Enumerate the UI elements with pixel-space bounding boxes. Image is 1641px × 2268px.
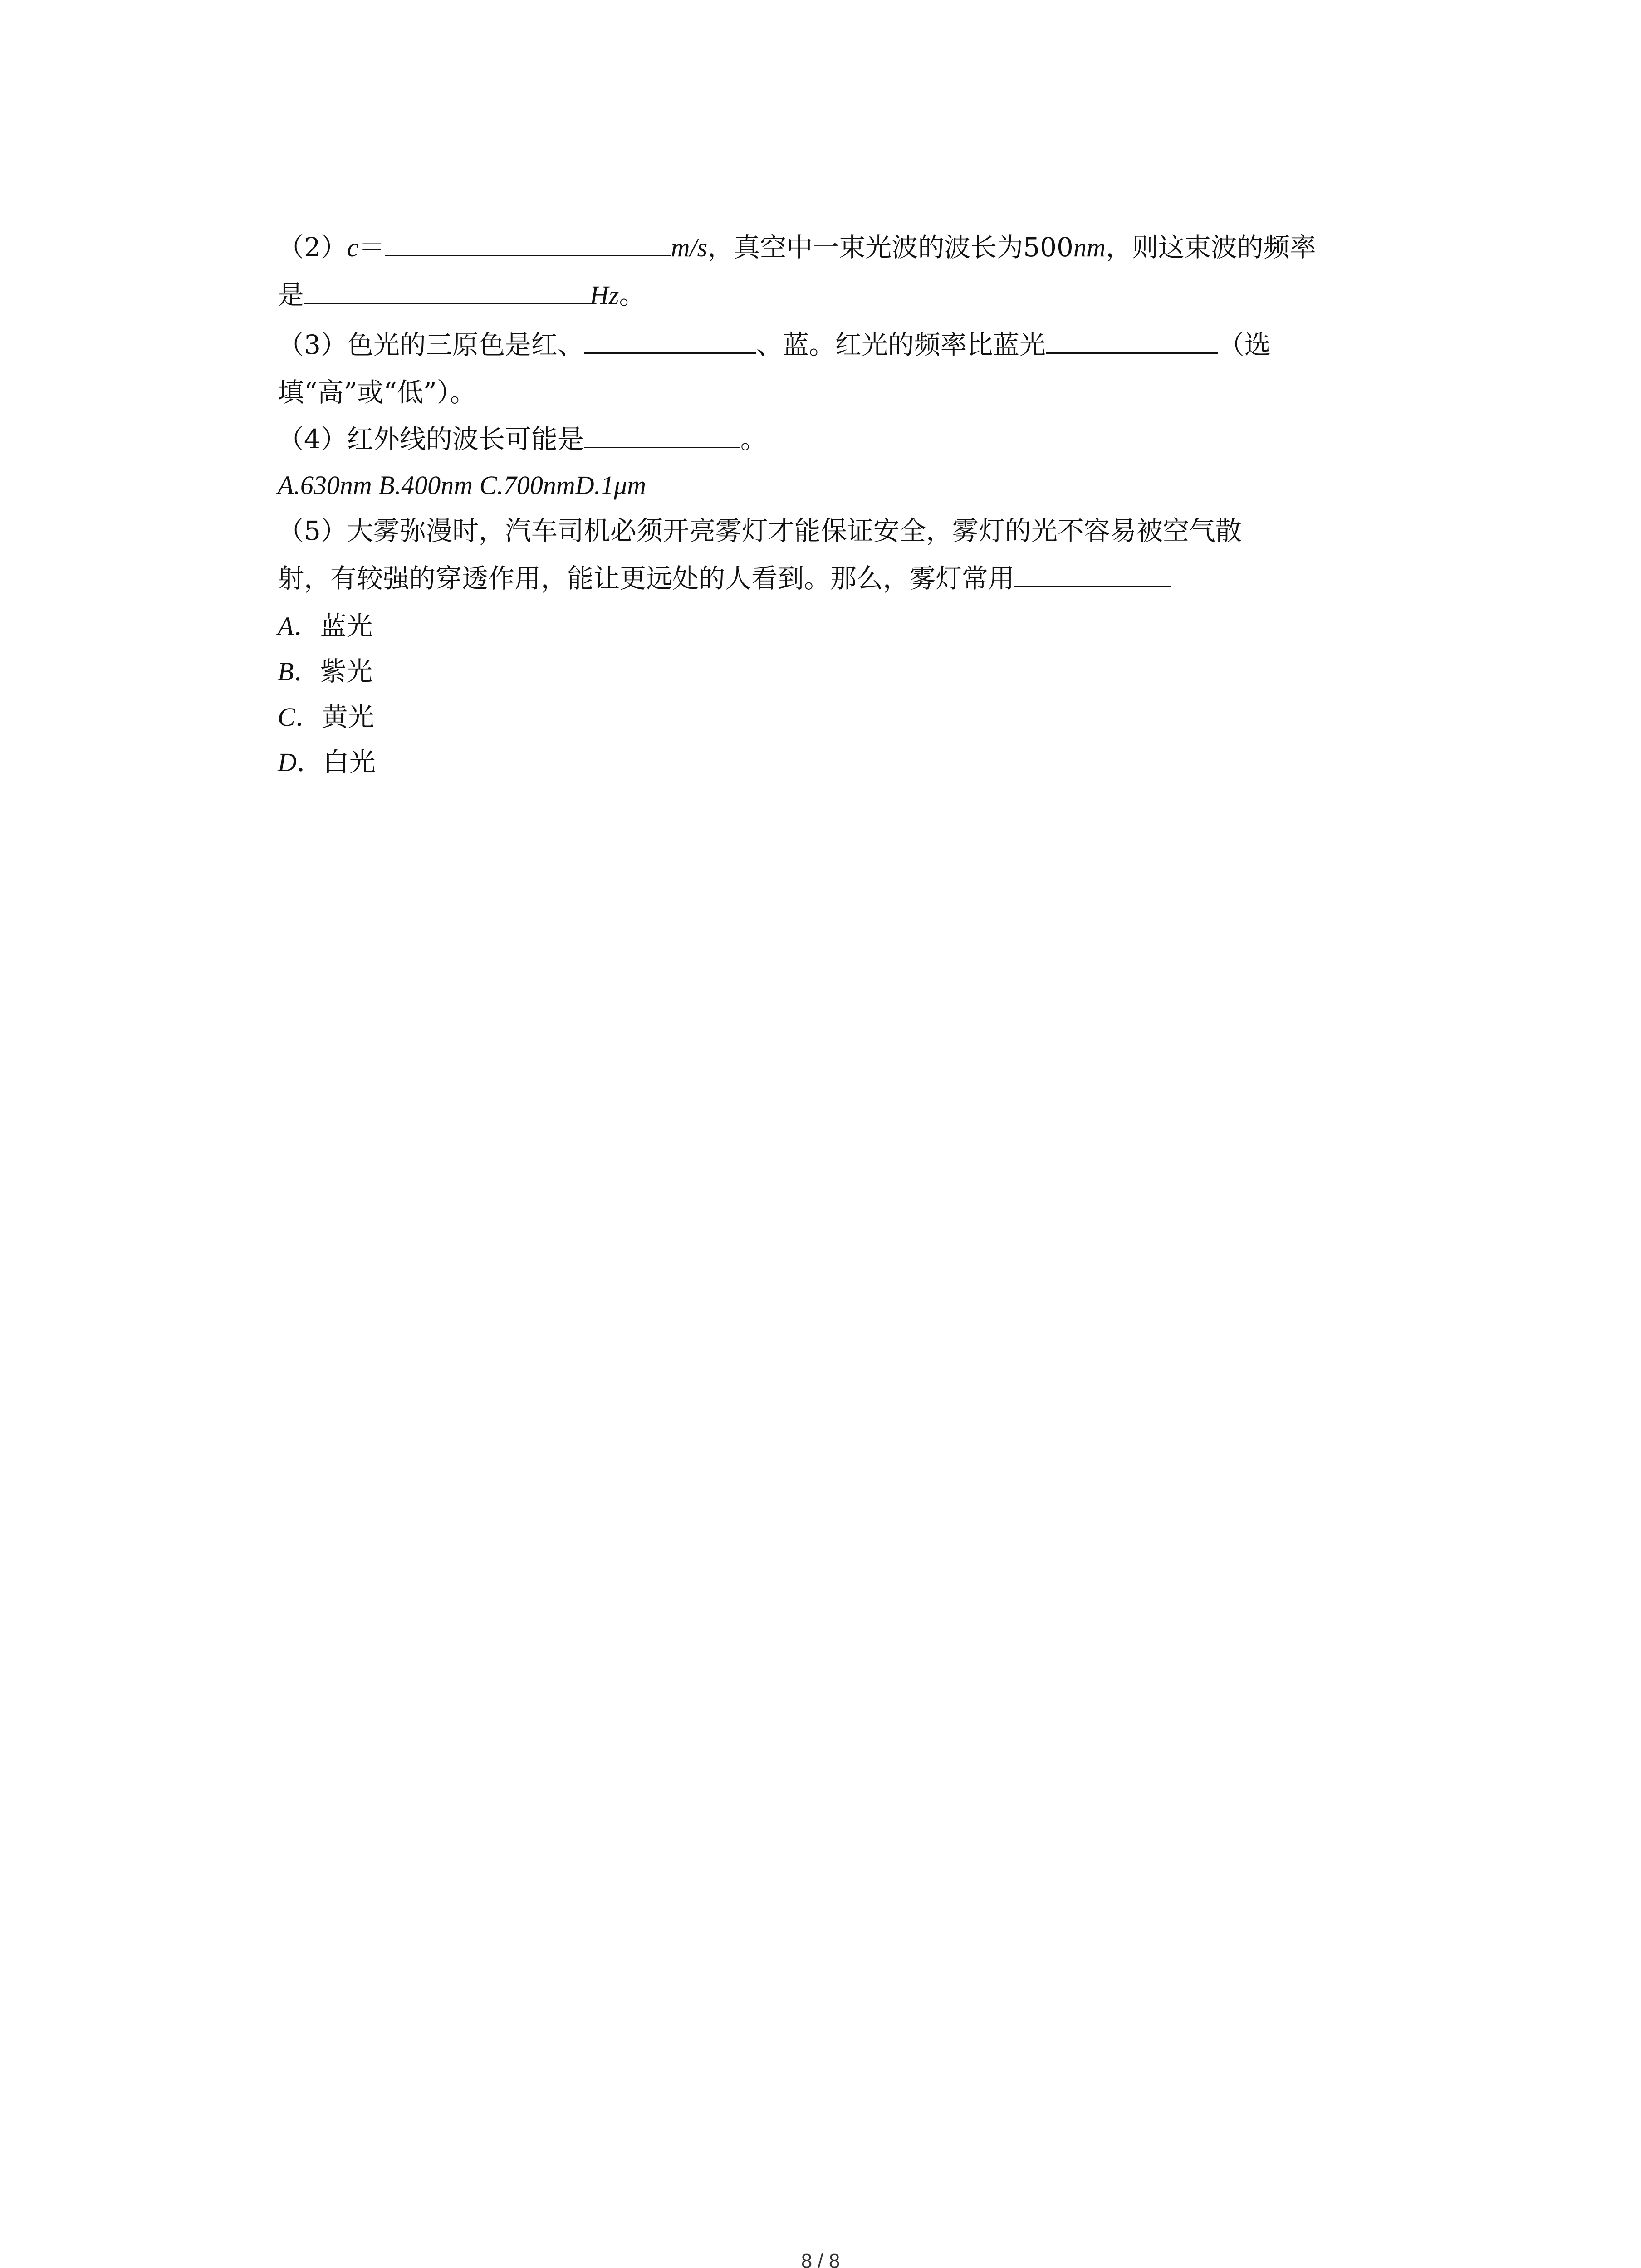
q2-variable-c: c bbox=[347, 233, 359, 262]
choice-text: 黄光 bbox=[321, 701, 374, 732]
choice-letter: B bbox=[278, 657, 294, 686]
q2-line2-prefix: 是 bbox=[278, 279, 304, 310]
choice-separator: ． bbox=[294, 656, 320, 687]
q4-prefix: （4）红外线的波长可能是 bbox=[278, 424, 584, 455]
choice-letter: D bbox=[278, 748, 297, 777]
q5-line-2 bbox=[278, 556, 1171, 601]
q2-hz-unit: Hz bbox=[590, 280, 619, 310]
q5-choice-b[interactable] bbox=[278, 649, 372, 694]
q5-line2-text: 射，有较强的穿透作用，能让更远处的人看到。那么，雾灯常用 bbox=[278, 563, 1015, 594]
choice-text: 紫光 bbox=[320, 656, 373, 687]
q3-line-2 bbox=[278, 370, 476, 415]
q5-line-1: （5）大雾弥漫时，汽车司机必须开亮雾灯才能保证安全，雾灯的光不容易被空气散 bbox=[278, 515, 1242, 546]
q2-equals: ＝ bbox=[358, 232, 385, 263]
q2-period: 。 bbox=[619, 279, 646, 310]
q2-prefix: （2） bbox=[278, 232, 347, 263]
choice-letter: C bbox=[278, 702, 295, 732]
q3-primary-color-blank[interactable] bbox=[584, 326, 756, 354]
q4-wavelength-blank[interactable] bbox=[584, 420, 740, 448]
q3-suffix: （选 bbox=[1218, 329, 1271, 360]
q3-middle: 、蓝。红光的频率比蓝光 bbox=[756, 329, 1046, 360]
choice-text: 白光 bbox=[323, 747, 376, 777]
q2-statement: ，真空中一束光波的波长为500 bbox=[707, 232, 1073, 263]
q4-period: 。 bbox=[740, 424, 767, 455]
q2-nm-unit: nm bbox=[1073, 233, 1106, 262]
q3-line-1 bbox=[278, 322, 1271, 367]
q3-prefix: （3）色光的三原色是红、 bbox=[278, 329, 584, 360]
q5-choice-d[interactable] bbox=[278, 739, 376, 785]
choice-separator: ． bbox=[295, 701, 322, 732]
choice-separator: ． bbox=[296, 747, 323, 777]
q4-line-1 bbox=[278, 416, 767, 462]
q2-frequency-blank[interactable] bbox=[304, 276, 590, 304]
choice-text: 蓝光 bbox=[320, 611, 373, 641]
choice-letter: A bbox=[278, 611, 294, 641]
q5-choice-a[interactable] bbox=[278, 603, 372, 649]
q4-options: A.630nm B.400nm C.700nmD.1μm bbox=[278, 470, 647, 500]
q2-line-2 bbox=[278, 272, 646, 318]
q2-line-1 bbox=[278, 225, 1316, 270]
q2-speed-unit: m/s bbox=[671, 233, 708, 262]
q3-instruction: 填“高”或“低”）。 bbox=[278, 377, 476, 408]
q5-fog-light-blank[interactable] bbox=[1014, 560, 1171, 587]
q5-choice-c[interactable] bbox=[278, 694, 374, 739]
choice-separator: ． bbox=[294, 611, 320, 641]
q2-statement-end: ，则这束波的频率 bbox=[1105, 232, 1316, 263]
page-number: 8 / 8 bbox=[801, 2250, 840, 2268]
q3-frequency-compare-blank[interactable] bbox=[1046, 326, 1218, 354]
q2-speed-blank[interactable] bbox=[385, 229, 671, 256]
